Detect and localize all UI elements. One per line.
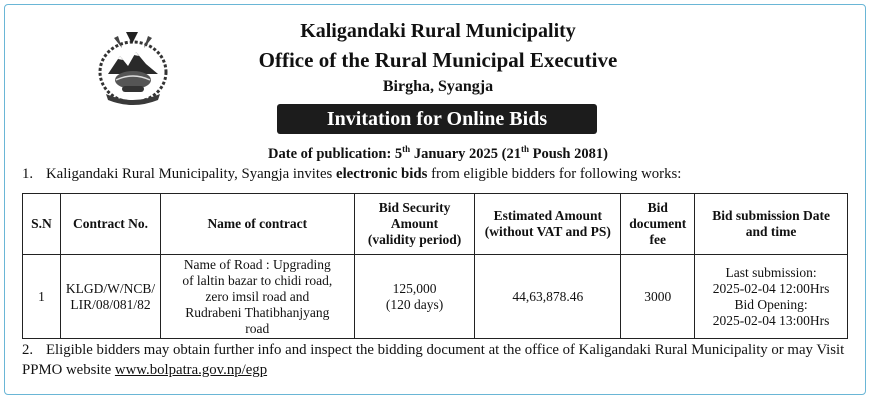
- bolpatra-link[interactable]: www.bolpatra.gov.np/egp: [114, 362, 268, 378]
- header-sn: S.N: [23, 194, 61, 255]
- table-row: [23, 255, 848, 339]
- bids-table: [22, 193, 848, 339]
- paragraph-number: 1.: [22, 166, 34, 182]
- header-bid-security: Bid Security Amount (validity period): [354, 194, 475, 255]
- paragraph-number: 2.: [22, 342, 34, 358]
- table-header-row: [23, 194, 848, 255]
- notice-banner: Invitation for Online Bids: [277, 104, 597, 134]
- header-document-fee: Bid document fee: [621, 194, 695, 255]
- location: Birgha, Syangja: [382, 78, 494, 95]
- header-contract-name: Name of contract: [160, 194, 354, 255]
- header-submission-date: Bid submission Date and time: [695, 194, 848, 255]
- cell-contract-name: Name of Road : Upgrading of laltin bazar to chidi road, zero imsil road and Rudrabeni Thatibhanjyang road: [160, 255, 354, 339]
- cell-sn: 1: [23, 255, 61, 339]
- cell-bid-security: 125,000 (120 days): [354, 255, 475, 339]
- publication-date: Date of publication: 5th January 2025 (21th Poush 2081): [268, 144, 608, 162]
- cell-contract-no: KLGD/W/NCB/ LIR/08/081/82: [60, 255, 160, 339]
- header-contract-no: Contract No.: [60, 194, 160, 255]
- municipality-title: Kaligandaki Rural Municipality: [300, 20, 576, 42]
- paragraph-2: 2. Eligible bidders may obtain further info and inspect the bidding document at the office of Kaligandaki Rural Municipality or may Visit PPMO website www.bolpatra.gov.np/egp: [22, 342, 845, 378]
- cell-estimated-amount: 44,63,878.46: [475, 255, 621, 339]
- header-estimated-amount: Estimated Amount (without VAT and PS): [475, 194, 621, 255]
- cell-document-fee: 3000: [621, 255, 695, 339]
- cell-submission-date: Last submission: 2025-02-04 12:00Hrs Bid Opening: 2025-02-04 13:00Hrs: [695, 255, 848, 339]
- paragraph-1: 1. Kaligandaki Rural Municipality, Syangja invites electronic bids from eligible bidders for following works:: [22, 166, 682, 182]
- office-title: Office of the Rural Municipal Executive: [258, 48, 618, 72]
